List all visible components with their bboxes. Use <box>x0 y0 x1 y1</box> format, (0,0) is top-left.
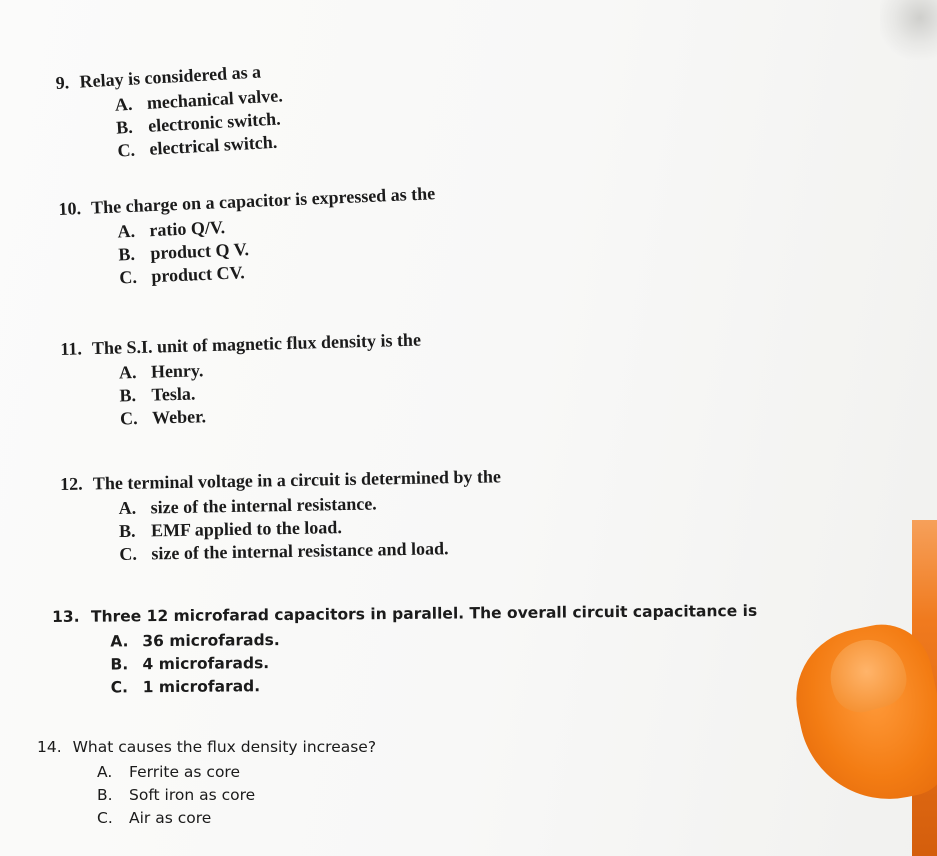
option-letter: C. <box>119 543 138 564</box>
option-letter: A. <box>110 632 129 651</box>
question-number: 12. <box>60 473 83 494</box>
option-text: product CV. <box>150 262 246 287</box>
option-text: size of the internal resistance. <box>150 493 377 518</box>
option-letter: B. <box>115 116 134 138</box>
question-number: 13. <box>52 607 80 626</box>
option-text: EMF applied to the load. <box>150 517 343 541</box>
option-text: Air as core <box>129 809 212 827</box>
option-text: Weber. <box>151 406 207 428</box>
option-letter: B. <box>110 655 129 674</box>
option-text: Henry. <box>150 360 204 382</box>
question-text: The S.I. unit of magnetic flux density is the <box>91 329 422 359</box>
option-list <box>118 490 502 566</box>
option-list <box>117 207 439 289</box>
question-text: The terminal voltage in a circuit is determined by the <box>92 466 502 494</box>
option-letter: A. <box>114 93 133 115</box>
option-list <box>97 761 376 830</box>
question-14 <box>37 736 376 830</box>
option-c[interactable] <box>97 807 376 830</box>
option-letter: A. <box>117 220 136 242</box>
question-11 <box>60 329 423 432</box>
question-12 <box>60 465 502 567</box>
question-text: Three 12 microfarad capacitors in parallel. The overall circuit capacitance is <box>90 601 758 626</box>
question-number: 14. <box>37 738 62 756</box>
option-text: 4 microfarads. <box>142 654 270 674</box>
question-10 <box>58 182 439 292</box>
option-text: Tesla. <box>151 383 196 405</box>
option-letter: C. <box>118 266 138 288</box>
question-text: Relay is considered as a <box>79 61 262 92</box>
option-text: size of the internal resistance and load. <box>151 538 449 564</box>
option-letter: C. <box>119 407 138 429</box>
option-b[interactable] <box>97 784 376 807</box>
question-9 <box>55 59 286 165</box>
question-stem <box>52 600 757 629</box>
paper-corner-smudge <box>880 0 937 60</box>
option-letter: C. <box>97 809 113 827</box>
option-text: electrical switch. <box>148 131 278 159</box>
option-letter: A. <box>118 362 137 383</box>
option-a[interactable] <box>97 761 376 784</box>
option-letter: A. <box>97 763 113 781</box>
option-text: mechanical valve. <box>146 85 284 113</box>
question-number: 9. <box>55 72 70 93</box>
option-text: 36 microfarads. <box>142 631 280 651</box>
option-text: 1 microfarad. <box>142 677 261 697</box>
question-text: What causes the flux density increase? <box>72 738 377 756</box>
option-letter: B. <box>118 520 136 541</box>
option-letter: B. <box>97 786 113 804</box>
option-letter: C. <box>110 678 129 697</box>
question-text: The charge on a capacitor is expressed as the <box>90 183 436 218</box>
option-list <box>119 354 423 431</box>
option-letter: A. <box>118 497 137 518</box>
option-letter: B. <box>119 385 137 406</box>
option-text: ratio Q/V. <box>149 217 226 241</box>
option-text: product Q V. <box>149 239 250 264</box>
option-text: Soft iron as core <box>129 786 256 804</box>
option-letter: B. <box>118 243 136 265</box>
question-number: 11. <box>60 338 83 359</box>
option-letter: C. <box>116 139 136 161</box>
option-text: electronic switch. <box>147 108 282 136</box>
option-list <box>114 84 286 162</box>
question-stem <box>37 736 376 759</box>
question-number: 10. <box>58 198 82 219</box>
option-list <box>110 625 758 700</box>
option-text: Ferrite as core <box>129 763 240 781</box>
question-13 <box>52 600 758 700</box>
